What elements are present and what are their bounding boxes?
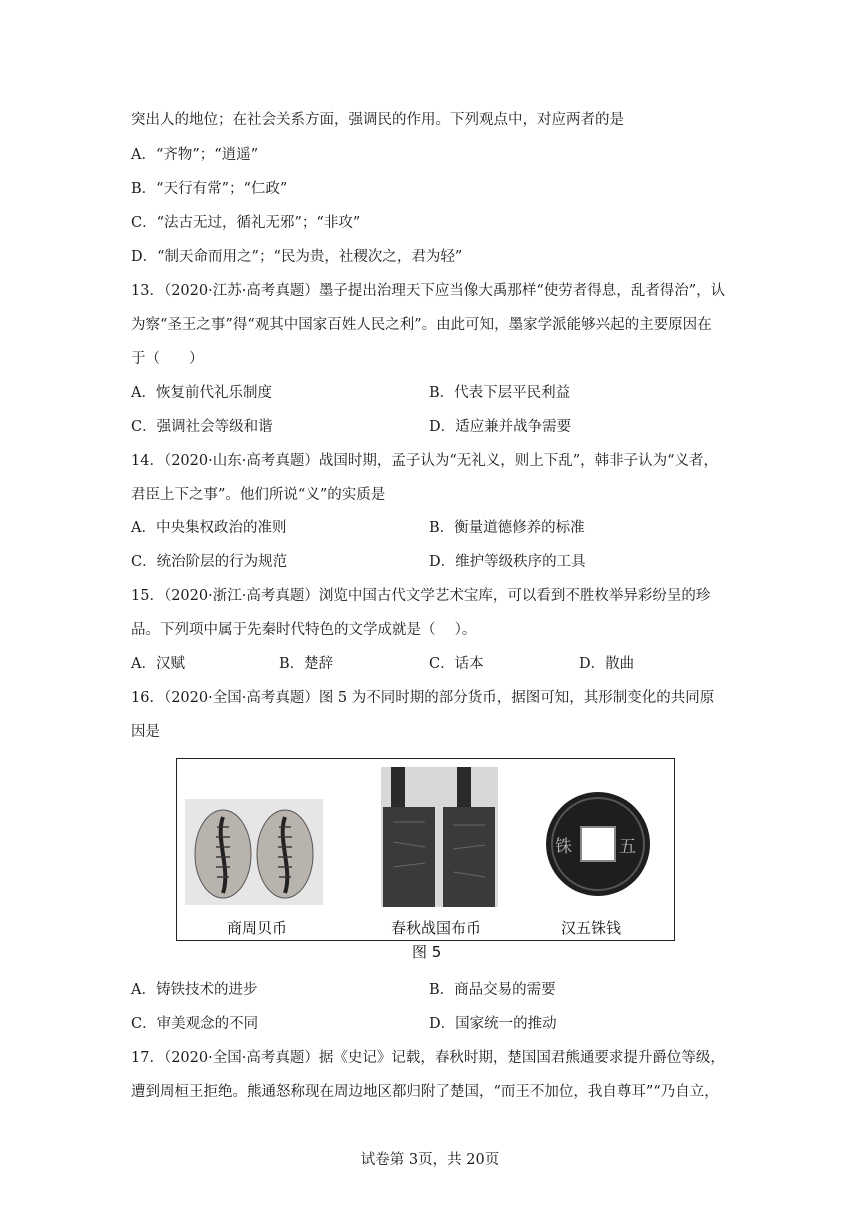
q16-option-a: A．铸铁技术的进步 bbox=[131, 982, 258, 998]
q15-stem-line1: 15．（2020·浙江·高考真题）浏览中国古代文学艺术宝库，可以看到不胜枚举异彩纷呈的珍 bbox=[131, 588, 711, 604]
q13-option-b: B．代表下层平民利益 bbox=[429, 385, 571, 401]
q16-stem-line1: 16．（2020·全国·高考真题）图 5 为不同时期的部分货币，据图可知，其形制变化的共同原 bbox=[131, 690, 715, 706]
q12-option-c: C．“法古无过，循礼无邪”；“非攻” bbox=[131, 215, 361, 231]
q14-stem-line2: 君臣上下之事”。他们所说“义”的实质是 bbox=[131, 487, 386, 503]
q14-option-b: B．衡量道德修养的标准 bbox=[429, 520, 585, 536]
page-footer: 试卷第 3页，共 20页 bbox=[360, 1152, 500, 1168]
currency-figure bbox=[176, 758, 675, 941]
q17-stem-line1: 17．（2020·全国·高考真题）据《史记》记载，春秋时期，楚国国君熊通要求提升爵位等级， bbox=[131, 1050, 725, 1066]
q13-stem-line3: 于（ ） bbox=[131, 351, 204, 367]
q15-stem-line2: 品。下列项中属于先秦时代特色的文学成就是（ ）。 bbox=[131, 622, 477, 638]
q15-option-b: B．楚辞 bbox=[279, 656, 334, 672]
q12-option-b: B．“天行有常”；“仁政” bbox=[131, 181, 288, 197]
q15-option-d: D．散曲 bbox=[579, 656, 635, 672]
caption-wuzhu-coin: 汉五铢钱 bbox=[561, 919, 622, 937]
caption-shell-money: 商周贝币 bbox=[227, 919, 288, 937]
q12-option-a: A．“齐物”；“逍遥” bbox=[131, 147, 259, 163]
spade-money-image bbox=[381, 767, 498, 907]
q13-stem-line2: 为察“圣王之事”得“观其中国家百姓人民之利”。由此可知，墨家学派能够兴起的主要原因在 bbox=[131, 317, 712, 333]
q16-stem-line2: 因是 bbox=[131, 724, 160, 740]
q14-option-d: D．维护等级秩序的工具 bbox=[429, 554, 586, 570]
q13-option-d: D．适应兼并战争需要 bbox=[429, 419, 572, 435]
q15-option-c: C．话本 bbox=[429, 656, 484, 672]
q16-option-d: D．国家统一的推动 bbox=[429, 1016, 557, 1032]
coin-glyph-left: 铢 bbox=[555, 837, 572, 857]
q16-option-c: C．审美观念的不同 bbox=[131, 1016, 259, 1032]
q13-option-c: C．强调社会等级和谐 bbox=[131, 419, 273, 435]
coin-glyph-right: 五 bbox=[619, 837, 636, 857]
figure-label: 图 5 bbox=[412, 943, 442, 961]
q14-option-c: C．统治阶层的行为规范 bbox=[131, 554, 288, 570]
q12-option-d: D．“制天命而用之”；“民为贵，社稷次之，君为轻” bbox=[131, 249, 463, 265]
q15-option-a: A．汉赋 bbox=[131, 656, 185, 672]
q13-option-a: A．恢复前代礼乐制度 bbox=[131, 385, 272, 401]
shell-money-image bbox=[185, 799, 323, 905]
caption-spade-money: 春秋战国布币 bbox=[391, 919, 482, 937]
q12-stem: 突出人的地位；在社会关系方面，强调民的作用。下列观点中，对应两者的是 bbox=[131, 112, 624, 128]
q17-stem-line2: 遭到周桓王拒绝。熊通怒称现在周边地区都归附了楚国，“而王不加位，我自尊耳”“乃自立， bbox=[131, 1084, 719, 1100]
q14-stem-line1: 14．（2020·山东·高考真题）战国时期，孟子认为“无礼义，则上下乱”，韩非子认为“义者， bbox=[131, 453, 719, 469]
q13-stem-line1: 13．（2020·江苏·高考真题）墨子提出治理天下应当像大禹那样“使劳者得息，乱者得治”，认 bbox=[131, 283, 726, 299]
q16-option-b: B．商品交易的需要 bbox=[429, 982, 556, 998]
q14-option-a: A．中央集权政治的准则 bbox=[131, 520, 287, 536]
